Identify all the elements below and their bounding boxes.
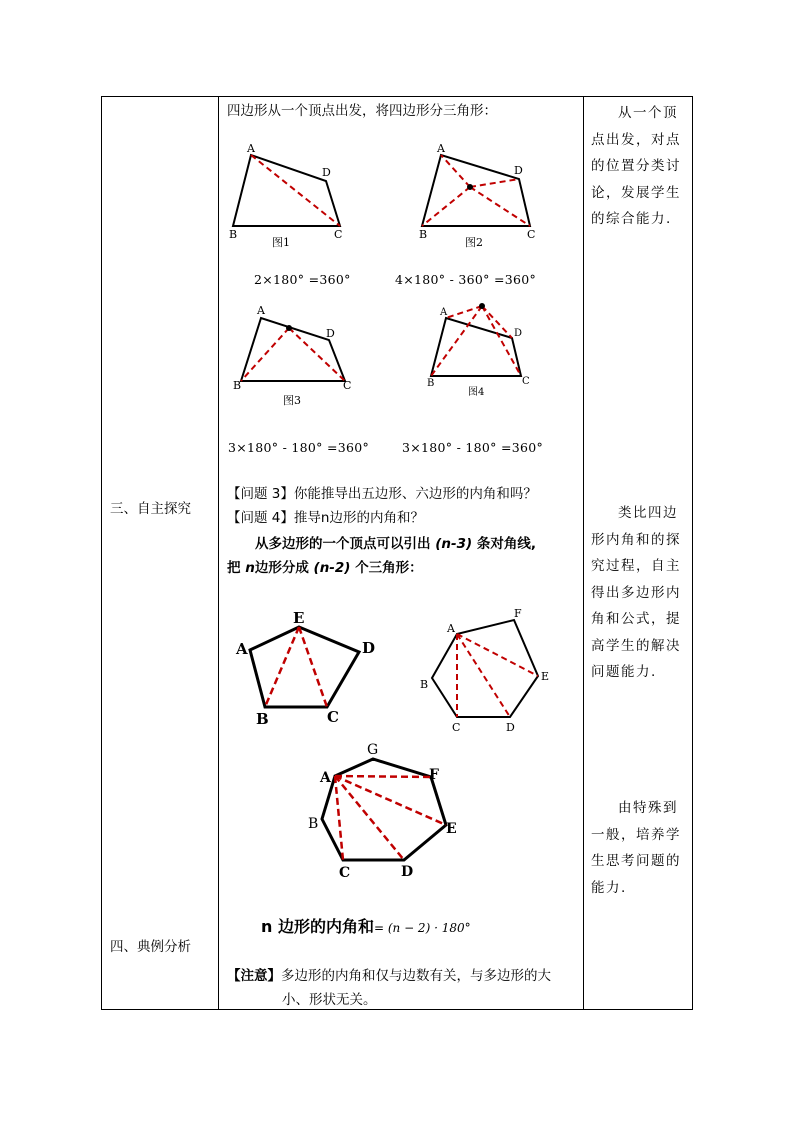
formula-fig4: 3×180° - 180° =360° [402,440,544,455]
section-label-explore: 三、自主探究 [110,501,191,517]
quadrilateral-figure-4 [427,303,530,398]
figure-2-caption: 图2 [465,236,483,249]
heptagon-figure [308,742,457,881]
question-4-tag: 【问题 4】 [227,510,294,526]
diag-text-2c: 边形分成 [254,560,309,576]
diag-text-2a: 把 [227,560,241,576]
label-A: A [440,307,448,318]
label-D: D [514,164,523,177]
label-B: B [419,228,428,241]
side-note-3: 由特殊到一般，培养学生思考问题的能力. [591,800,681,896]
question-3-tag: 【问题 3】 [227,486,294,502]
intro-text: 四边形从一个顶点出发，将四边形分三角形： [227,103,497,119]
diag-text-1b: (n-3) [435,536,473,552]
pentagon-figure [235,609,375,728]
section-label-example: 四、典例分析 [110,939,191,955]
label-B: B [233,379,242,392]
label-D: D [506,721,515,734]
side-note-2: 类比四边形内角和的探究过程，自主得出多边形内角和公式，提高学生的解决问题能力. [591,505,681,680]
angle-sum-expression: = (n − 2) · 180° [373,921,471,935]
label-D: D [322,166,331,179]
label-C: C [339,865,351,881]
formula-fig2: 4×180° - 360° =360° [395,272,537,287]
label-B: B [427,378,435,389]
label-C: C [522,376,530,387]
note-line-2: 小、形状无关。 [282,992,377,1008]
quadrilateral-figure-3 [233,304,351,407]
figure-4-caption: 图4 [468,387,485,398]
quad-4-outline [431,318,521,376]
figure-1-caption: 图1 [272,236,290,249]
formula-fig3: 3×180° - 180° =360° [228,440,370,455]
label-B: B [229,228,238,241]
label-C: C [527,228,536,241]
angle-sum-label: n 边形的内角和 [261,917,374,936]
label-E: E [293,609,305,627]
diag-text-1a: 从多边形的一个顶点可以引出 [255,536,431,552]
label-A: A [320,770,331,786]
label-C: C [334,228,343,241]
label-B: B [256,710,269,728]
label-C: C [327,708,339,726]
formula-fig1: 2×180° =360° [254,272,351,287]
note-tag: 【注意】 [227,968,281,984]
label-A: A [257,304,265,317]
diag-text-2d: (n-2) [313,560,351,576]
label-G: G [367,742,379,758]
label-C: C [343,379,352,392]
label-B: B [308,816,319,832]
label-B: B [420,678,429,691]
label-D: D [326,327,335,340]
heptagon-diagonals [335,776,446,860]
question-4-text: 推导n边形的内角和？ [293,510,424,526]
interior-point [467,184,473,190]
note-text-1: 多边形的内角和仅与边数有关，与多边形的大 [281,968,551,984]
label-D: D [362,639,376,657]
label-A: A [437,142,445,155]
label-A: A [247,142,255,155]
diag-text-1c: 条对角线, [476,536,536,552]
label-A: A [236,640,248,658]
label-D: D [514,328,523,339]
label-F: F [429,767,439,783]
exterior-point [479,303,485,309]
diag-text-2b: n [245,560,255,576]
edge-point [286,325,292,331]
diag-text-2e: 个三角形： [355,560,423,576]
label-D: D [401,864,414,880]
question-3-text: 你能推导出五边形、六边形的内角和吗？ [293,486,537,502]
figure-3-caption: 图3 [283,394,301,407]
label-C: C [452,721,461,734]
quadrilateral-figure-1 [229,142,342,249]
side-note-1: 从一个顶点出发，对点的位置分类讨论，发展学生的综合能力. [591,105,681,227]
label-A: A [447,622,455,635]
quadrilateral-figure-2 [419,142,535,249]
label-E: E [446,821,457,837]
hexagon-figure [420,607,549,734]
label-F: F [514,607,522,620]
label-E: E [541,670,550,683]
